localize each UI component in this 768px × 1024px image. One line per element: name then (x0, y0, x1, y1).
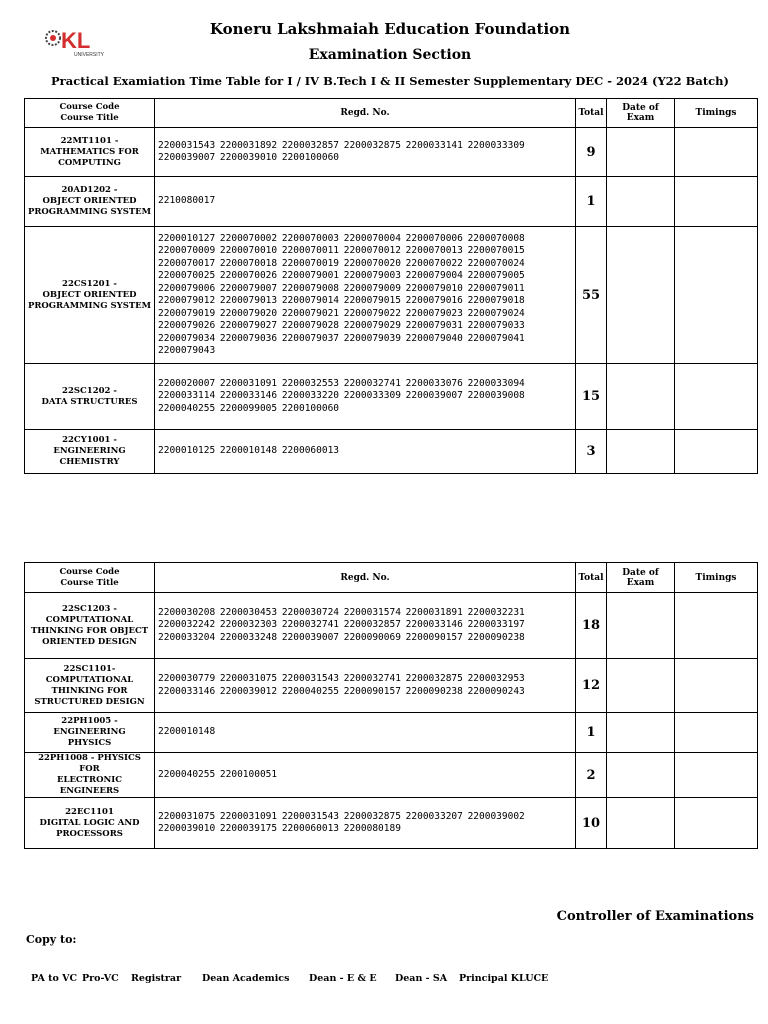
course-line: DATA STRUCTURES (41, 396, 138, 407)
date-cell (607, 128, 675, 177)
course-line: COMPUTING (58, 157, 121, 168)
regd-line: 2200079012 2200079013 2200079014 2200079015 2200079016 2200079018 (158, 295, 525, 306)
course-cell (25, 177, 155, 227)
regd-line: 2200031543 2200031892 2200032857 2200032875 2200033141 2200033309 (158, 139, 525, 151)
course-cell (25, 593, 155, 659)
timings-cell (675, 227, 758, 364)
regd-line: 2200039010 2200039175 2200060013 2200080189 (158, 823, 401, 834)
regd-cell (155, 128, 576, 177)
recipient: Registrar (131, 973, 182, 984)
regd-line: 2200079026 2200079027 2200079028 2200079029 2200079031 2200079033 (158, 320, 525, 331)
course-line: ENGINEERING CHEMISTRY (53, 446, 126, 467)
course-line: 22EC1101 (65, 806, 114, 817)
course-line: PROGRAMMING SYSTEM (27, 207, 152, 217)
timings-cell (675, 430, 758, 474)
timings-cell (675, 713, 758, 753)
regd-cell (155, 753, 576, 798)
timings-cell (675, 364, 758, 430)
course-line: 22CS1201 - (62, 278, 117, 289)
total-cell: 2 (576, 753, 607, 798)
regd-line: 2200040255 2200100051 (158, 768, 278, 780)
course-line: STRUCTURED DESIGN (34, 696, 145, 707)
course-cell (25, 713, 155, 753)
course-line: PROGRAMMING SYSTEM (27, 300, 152, 311)
header-timings: Timings (675, 563, 758, 593)
regd-cell (155, 227, 576, 364)
section-title: Examination Section (308, 47, 472, 63)
header-course: Course Code Course Title (25, 99, 155, 128)
recipient: PA to VC (31, 973, 78, 984)
table-row (25, 659, 758, 713)
recipient: Dean Academics (202, 973, 290, 984)
regd-cell (155, 659, 576, 713)
date-cell (607, 659, 675, 713)
total-cell: 15 (576, 364, 607, 430)
org-name: Koneru Lakshmaiah Education Foundation (209, 20, 571, 38)
regd-line: 2200031075 2200031091 2200031543 2200032875 2200033207 2200039002 (158, 810, 525, 822)
regd-cell (155, 798, 576, 849)
course-line: PROCESSORS (56, 828, 123, 839)
course-line: OBJECT ORIENTED (42, 196, 137, 206)
date-cell (607, 177, 675, 227)
recipient: Dean - SA (395, 973, 448, 984)
date-cell (607, 593, 675, 659)
date-cell (607, 227, 675, 364)
regd-line: 2200070017 2200070018 2200070019 2200070020 2200070022 2200070024 (158, 257, 525, 269)
total-cell: 10 (576, 798, 607, 849)
recipient: Principal KLUCE (459, 973, 549, 984)
controller-signature: Controller of Examinations (556, 909, 754, 924)
regd-cell (155, 713, 576, 753)
table-header-row (25, 563, 758, 593)
regd-line: 2200010127 2200070002 2200070003 2200070004 2200070006 2200070008 (158, 232, 525, 244)
total-cell: 1 (576, 177, 607, 227)
course-cell (25, 659, 155, 713)
course-line: 22SC1202 - (62, 385, 117, 396)
timetable-subtitle: Practical Examiation Time Table for I / IV B.Tech I & II Semester Supplementary DEC - 2024 (Y22 Batch) (51, 74, 729, 88)
timings-cell (675, 753, 758, 798)
course-line: 22SC1101- (63, 663, 116, 674)
header-date: Date of Exam (607, 563, 675, 593)
course-line: PHYSICS (67, 738, 112, 748)
regd-line: 2200039007 2200039010 2200100060 (158, 152, 340, 163)
regd-line: 2200040255 2200099005 2200100060 (158, 402, 340, 414)
course-line: THINKING FOR OBJECT (30, 625, 149, 636)
timings-cell (675, 659, 758, 713)
logo-subtext: UNIVERSITY (74, 52, 104, 58)
regd-line: 2200030779 2200031075 2200031543 2200032741 2200032875 2200032953 (158, 673, 525, 684)
regd-line: 2200033146 2200039012 2200040255 2200090157 2200090238 2200090243 (158, 685, 525, 697)
course-line: COMPUTATIONAL (45, 614, 134, 625)
header-total: Total (576, 99, 607, 128)
course-cell (25, 430, 155, 474)
header-timings: Timings (675, 99, 758, 128)
recipient: Dean - E & E (309, 973, 377, 984)
course-line: MATHEMATICS FOR (40, 146, 139, 157)
date-cell (607, 430, 675, 474)
total-cell: 9 (576, 128, 607, 177)
regd-line: 2200033204 2200033248 2200039007 2200090069 2200090157 2200090238 (158, 631, 525, 643)
regd-line: 2210080017 (158, 195, 216, 207)
timings-cell (675, 177, 758, 227)
header-date: Date of Exam (607, 99, 675, 128)
regd-line: 2200010125 2200010148 2200060013 (158, 445, 340, 457)
table-row (25, 364, 758, 430)
header-regd: Regd. No. (155, 99, 576, 128)
regd-line: 2200010148 (158, 726, 216, 738)
table-row (25, 593, 758, 659)
regd-line: 2200079006 2200079007 2200079008 2200079009 2200079010 2200079011 (158, 282, 525, 294)
regd-line: 2200070009 2200070010 2200070011 2200070012 2200070013 2200070015 (158, 245, 525, 256)
regd-cell (155, 177, 576, 227)
regd-line: 2200079043 (158, 345, 216, 356)
regd-line: 2200079034 2200079036 2200079037 2200079039 2200079040 2200079041 (158, 332, 525, 344)
course-cell (25, 798, 155, 849)
course-cell (25, 364, 155, 430)
course-line: 22PH1005 - ENGINEERING (53, 716, 126, 737)
table-header-row (25, 99, 758, 128)
date-cell (607, 713, 675, 753)
course-line: DIGITAL LOGIC AND (39, 817, 140, 828)
recipient: Pro-VC (82, 973, 119, 984)
total-cell: 55 (576, 227, 607, 364)
regd-cell (155, 430, 576, 474)
regd-cell (155, 593, 576, 659)
course-line: ORIENTED DESIGN (42, 636, 137, 647)
regd-line: 2200030208 2200030453 2200030724 2200031574 2200031891 2200032231 (158, 606, 525, 618)
regd-line: 2200070025 2200070026 2200079001 2200079003 2200079004 2200079005 (158, 270, 525, 281)
table-row (25, 753, 758, 798)
course-line: 22CY1001 - (62, 435, 117, 445)
regd-line: 2200033114 2200033146 2200033220 2200033309 2200039007 2200039008 (158, 390, 525, 402)
table-row (25, 430, 758, 474)
timings-cell (675, 798, 758, 849)
timetable-1 (24, 98, 758, 474)
timings-cell (675, 128, 758, 177)
header-regd: Regd. No. (155, 563, 576, 593)
table-row (25, 177, 758, 227)
header-course: Course Code Course Title (25, 563, 155, 593)
total-cell: 1 (576, 713, 607, 753)
course-line: 22SC1203 - (62, 603, 117, 614)
date-cell (607, 753, 675, 798)
course-line: 20AD1202 - (61, 185, 118, 195)
regd-line: 2200020007 2200031091 2200032553 2200032741 2200033076 2200033094 (158, 377, 525, 389)
timings-cell (675, 593, 758, 659)
course-line: COMPUTATIONAL (45, 674, 134, 685)
course-line: ELECTRONIC ENGINEERS (56, 775, 122, 796)
course-line: 22PH1008 - PHYSICS FOR (38, 753, 141, 774)
regd-cell (155, 364, 576, 430)
total-cell: 18 (576, 593, 607, 659)
total-cell: 12 (576, 659, 607, 713)
course-cell (25, 227, 155, 364)
total-cell: 3 (576, 430, 607, 474)
course-cell (25, 128, 155, 177)
course-line: OBJECT ORIENTED (42, 289, 137, 300)
course-line: 22MT1101 - (60, 135, 119, 146)
logo-text: KL (61, 28, 91, 53)
table-row (25, 798, 758, 849)
timetable-2 (24, 562, 758, 849)
copy-to-label: Copy to: (26, 933, 77, 946)
date-cell (607, 364, 675, 430)
header-total: Total (576, 563, 607, 593)
table-row (25, 713, 758, 753)
table-row (25, 227, 758, 364)
date-cell (607, 798, 675, 849)
table-row (25, 128, 758, 177)
regd-line: 2200079019 2200079020 2200079021 2200079022 2200079023 2200079024 (158, 307, 525, 319)
course-cell (25, 753, 155, 798)
regd-line: 2200032242 2200032303 2200032741 2200032857 2200033146 2200033197 (158, 619, 525, 631)
course-line: THINKING FOR (51, 685, 128, 696)
